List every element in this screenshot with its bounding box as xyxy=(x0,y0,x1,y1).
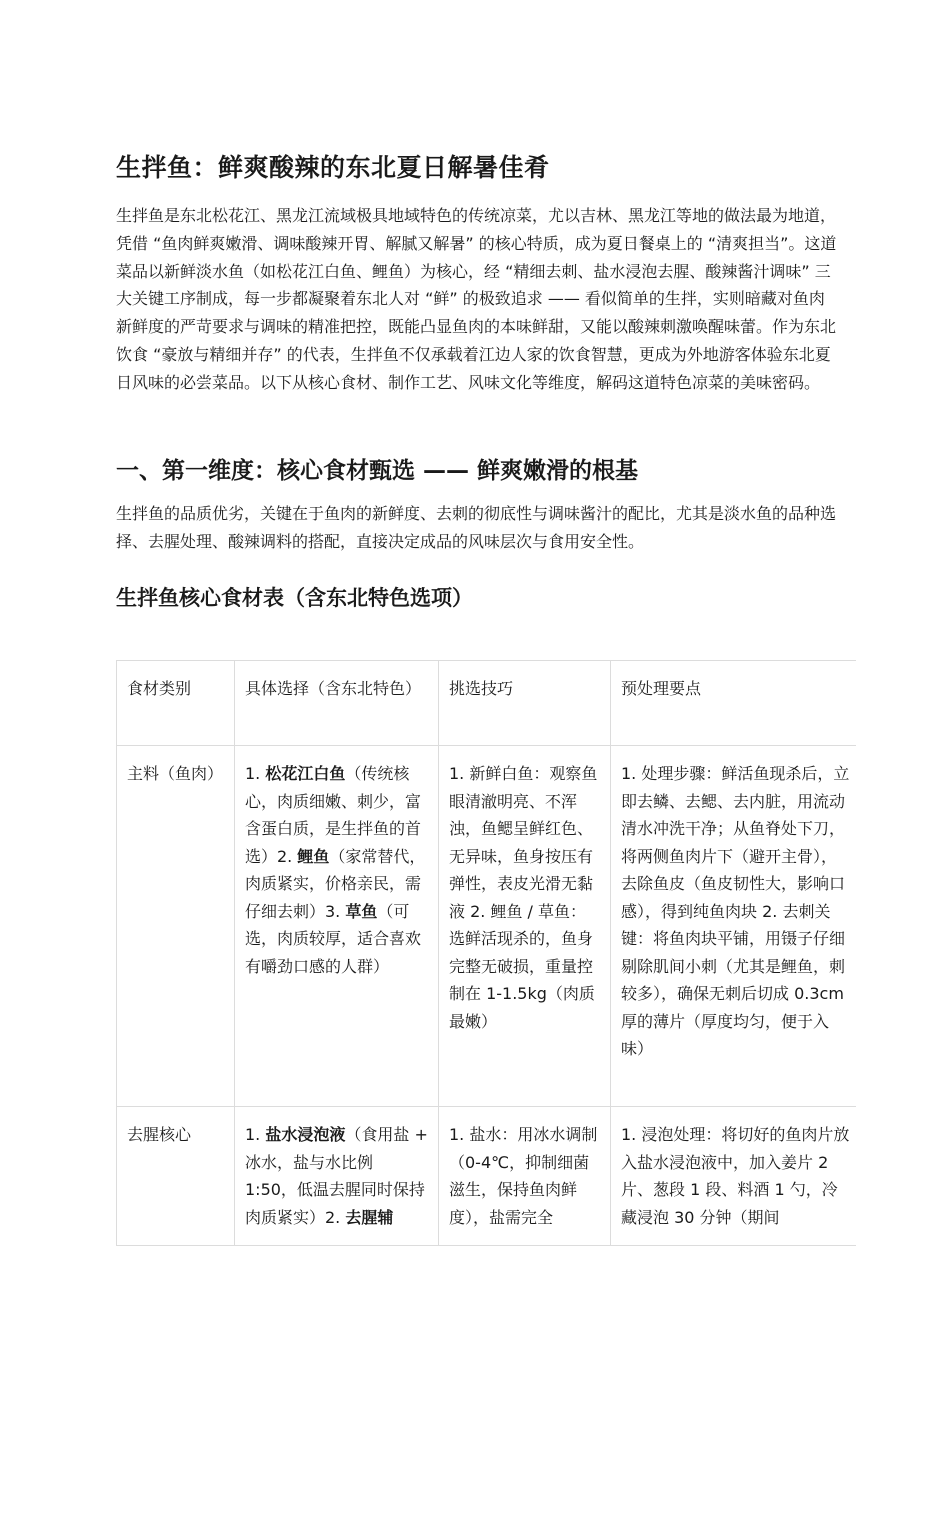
choice-text: （食用盐 + 冰水，盐与水比例 1:50，低温去腥同时保持肉质紧实）2. xyxy=(245,1125,428,1227)
ingredient-name: 去腥辅 xyxy=(345,1207,394,1227)
prep-cell: 1. 处理步骤：鲜活鱼现杀后，立即去鳞、去鳃、去内脏，用流动清水冲洗干净；从鱼脊处下刀，将两侧鱼肉片下（避开主骨），去除鱼皮（鱼皮韧性大，影响口感），得到纯鱼肉块 2. 去刺关键：将鱼肉块平铺，用镊子仔细剔除肌间小刺（尤其是鲤鱼，刺较多），确保无刺后切成 0.3cm 厚的薄片（厚度均匀，便于入味） xyxy=(611,746,857,1107)
category-cell: 去腥核心 xyxy=(117,1107,235,1246)
header-cell: 挑选技巧 xyxy=(439,661,611,746)
section-paragraph: 生拌鱼的品质优劣，关键在于鱼肉的新鲜度、去刺的彻底性与调味酱汁的配比，尤其是淡水鱼的品种选择、去腥处理、酸辣调料的搭配，直接决定成品的风味层次与食用安全性。 xyxy=(116,504,837,551)
table-row xyxy=(117,1107,857,1246)
choice-cell xyxy=(235,1107,439,1246)
choice-text: 1. xyxy=(245,764,266,783)
fish-name: 草鱼 xyxy=(345,901,378,921)
choice-text: （可选，肉质较厚，适合喜欢有嚼劲口感的人群） xyxy=(245,901,422,976)
choice-text: （传统核心，肉质细嫩、刺少，富含蛋白质，是生拌鱼的首选）2. xyxy=(245,764,422,866)
choice-cell xyxy=(235,746,439,1107)
fish-name: 松花江白鱼 xyxy=(265,764,346,783)
section-heading: 一、第一维度：核心食材甄选 —— 鲜爽嫩滑的根基 xyxy=(116,458,639,484)
page-title: 生拌鱼：鲜爽酸辣的东北夏日解暑佳肴 xyxy=(116,153,550,182)
fish-name: 鲤鱼 xyxy=(297,846,330,866)
header-cell: 食材类别 xyxy=(117,661,235,746)
table-row xyxy=(117,746,857,1107)
choice-text: （家常替代，肉质紧实，价格亲民，需仔细去刺）3. xyxy=(245,846,426,921)
intro-paragraph: 生拌鱼是东北松花江、黑龙江流域极具地域特色的传统凉菜，尤以吉林、黑龙江等地的做法最为地道，凭借 “鱼肉鲜爽嫩滑、调味酸辣开胃、解腻又解暑” 的核心特质，成为夏日餐桌上的 “清爽担当”。这道菜品以新鲜淡水鱼（如松花江白鱼、鲤鱼）为核心，经 “精细去刺、盐水浸泡去腥、酸辣酱汁调味” 三大关键工序制成，每一步都凝聚着东北人对 “鲜” 的极致追求 —— 看似简单的生拌，实则暗藏对鱼肉新鲜度的严苛要求与调味的精准把控，既能凸显鱼肉的本味鲜甜，又能以酸辣刺激唤醒味蕾。作为东北饮食 “豪放与精细并存” 的代表，生拌鱼不仅承载着江边人家的饮食智慧，更成为外地游客体验东北夏日风味的必尝菜品。以下从核心食材、制作工艺、风味文化等维度，解码这道特色凉菜的美味密码。 xyxy=(116,206,837,392)
tips-cell: 1. 新鲜白鱼：观察鱼眼清澈明亮、不浑浊，鱼鳃呈鲜红色、无异味，鱼身按压有弹性，表皮光滑无黏液 2. 鲤鱼 / 草鱼：选鲜活现杀的，鱼身完整无破损，重量控制在 1-1.5kg（肉质最嫩） xyxy=(439,746,611,1107)
table-header-row xyxy=(117,661,857,746)
ingredient-table xyxy=(116,660,856,1246)
choice-text: 1. xyxy=(245,1125,266,1144)
header-cell: 具体选择（含东北特色） xyxy=(235,661,439,746)
prep-cell: 1. 浸泡处理：将切好的鱼肉片放入盐水浸泡液中，加入姜片 2 片、葱段 1 段、料酒 1 勺，冷藏浸泡 30 分钟（期间 xyxy=(611,1107,857,1246)
category-cell: 主料（鱼肉） xyxy=(117,746,235,1107)
table-caption: 生拌鱼核心食材表（含东北特色选项） xyxy=(116,586,473,610)
ingredient-table-container xyxy=(116,660,856,1528)
header-cell: 预处理要点 xyxy=(611,661,857,746)
ingredient-name: 盐水浸泡液 xyxy=(265,1125,346,1144)
tips-cell: 1. 盐水：用冰水调制（0-4℃，抑制细菌滋生，保持鱼肉鲜度），盐需完全 xyxy=(439,1107,611,1246)
